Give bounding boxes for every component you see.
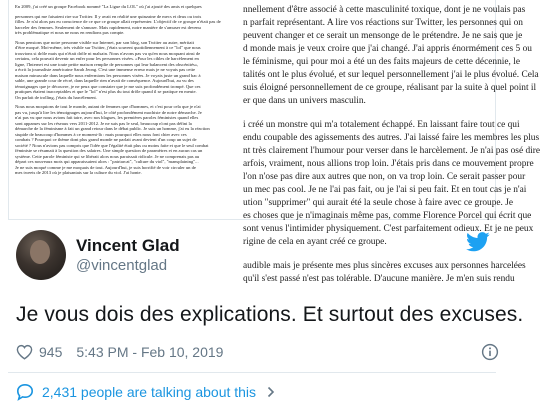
statement-left-line: certains, cela pouvait devenir un enfer pour les personnes visées. «Pour les cibles de harcèlement en [15, 56, 199, 61]
avatar[interactable] [16, 230, 66, 280]
tweet-timestamp[interactable]: 5:43 PM - Feb 10, 2019 [76, 344, 224, 360]
statement-right-line: n parfait représentant. A lire vos réactions sur Twitter, les personnes qui on [243, 18, 523, 29]
statement-left-line: Je ne suis moqué comme je me moquais de tout. Aujourd'hui, je suis horrifié de voir circuler un de [15, 164, 196, 170]
statement-right-line: i créé un monstre qui m'a totalement échappé. En laissant faire tout ce qui [243, 119, 520, 130]
statement-left-line: féministe se résumait à la question des salaires. Une simple question de paramètres et en aucun cas un [15, 148, 203, 153]
statement-right-line: le féminisme, qui pour moi a été un des faits majeurs de cette décennie, le [243, 57, 520, 68]
statement-left-line: personnes qui me faisaient rire sur Twitter. Il y avait en réalité une quinzaine de mecs et deux ou trois [15, 13, 202, 19]
statement-left-line: a écrit la journaliste américaine Sarah Jeong. C'est une immense erreur mais je ne voyais pas cette [15, 67, 196, 72]
statement-right-line: qu'il s'est passé n'est pas tolérable. D'aucune manière. Je m'en suis rendu [243, 273, 515, 284]
statement-right-line: ution "supprimer" qui aurait été la seule chose à faire avec ce groupe. Je [243, 198, 514, 209]
statement-right-line: talités ont le plus évolué, et sur lequel personnellement j'ai le plus évolué. Cela [243, 70, 539, 81]
statement-right-line: peuvent changer et ce serait un mensonge de le prétendre. Je ne sais que je [243, 31, 523, 42]
statement-right-line: d monde mais je veux croire que j'ai changé. J'ai appris énormément ces 5 ou [243, 44, 532, 55]
statement-left-column [15, 4, 237, 176]
info-icon[interactable] [481, 343, 499, 361]
statement-right-line: un mec pas cool. Je ne l'ai pas fait, ou je l'ai si peu fait. Et en tout cas je n'ai [243, 185, 527, 196]
statement-left-line: pas vu, jusqu'à lire les témoignages aujourd'hui, le côté profondément machiste de notre démarche. Je [15, 109, 202, 115]
author-display-name[interactable]: Vincent Glad [76, 235, 180, 255]
tweet-author[interactable] [16, 230, 180, 280]
twitter-bird-icon[interactable] [466, 232, 490, 252]
statement-left-line: d'être moqué. Moi-même, très visible sur Twitter, j'étais souvent quotidiennement à ce "lol" que nous [15, 45, 201, 50]
tweet-meta [16, 344, 223, 360]
statement-left-line: stupide de beaucoup d'hommes à ce moment-là : mais pourquoi elles nous font chier avec ces [15, 131, 187, 137]
statement-left-line: très problématique et nous ne nous en rendions pas compte. [15, 30, 125, 35]
statement-right-line: arfois, vraiment, nous allions trop loin. J'étais pris dans ce mouvement propre [243, 159, 534, 170]
chevron-right-icon [266, 386, 276, 398]
statement-right-line: audible mais je présente mes plus sincères excuses aux personnes harcelées [243, 260, 526, 271]
statement-left-line: maison minuscule dans laquelle nous enfermions les personnes visées. Je voyais juste un grand bac à [15, 72, 201, 78]
divider [8, 372, 496, 373]
conversation-link[interactable] [16, 383, 276, 401]
speech-bubble-icon [16, 383, 34, 401]
like-count[interactable]: 945 [39, 344, 63, 360]
statement-right-line: endu coupable des agissements des autres. J'ai laissé faire les membres les plus [243, 132, 540, 143]
statement-right-column [243, 4, 540, 286]
statement-left-line: départ ces nouveaux mots qui apparaissaient alors : "patriarcat", "culture du viol", "mansplaining"... [15, 159, 199, 164]
statement-right-line: nnellement d'être associé à cette masculinité toxique, dont je ne voulais pas [243, 5, 526, 15]
tweet-text: Je vous dois des explications. Et surtout des excuses. [16, 303, 524, 326]
statement-left-line: Nous pensions que notre personne visible sur Internet, par son blog, son Twitter au autre, méritait [15, 39, 194, 45]
statement-left-line: témoignages que je découvre, je ne peux que constater que je me suis profondément trompé. Que ces [15, 83, 201, 89]
statement-left-line: combats ? Pourquoi ce thème dont plus grand monde ne parlait avant devient d'un coup un sujet de [15, 137, 197, 142]
author-names [76, 235, 180, 276]
statement-left-line: trouvions si drôle mais qui n'était drôle ni malsain. Nous n'avons pas vu qu'en nous moquant ainsi de [15, 50, 201, 56]
statement-left-line: système. Cette parole féministe qui se libérait alors nous paraissait ridicule. Je ne comprenais pas au [15, 153, 200, 159]
heart-icon[interactable] [16, 344, 33, 360]
author-handle[interactable]: @vincentglad [76, 256, 168, 274]
conversation-count-text[interactable]: 2,431 people are talking about this [42, 384, 257, 400]
statement-right-line: es choses que je n'imaginais même pas, comme Florence Porcel qui écrit que [243, 211, 532, 222]
statement-left-line: sable, une grande cour de récré, dans laquelle rien n'avait de conséquence. Aujourd'hui, au vu des [15, 78, 194, 83]
statement-left-line: n'ai pas vu que nous avions fait taire, avec nos blagues, les premières paroles féministes quand elles [15, 115, 199, 120]
statement-left-line: société ? Nous n'avions pas compris que l'idée que l'égalité était plus ou moins faite et que le seul combat [15, 142, 209, 148]
statement-right-line: l'on n'ose pas dire aux autres que non, on va trop loin. Ce serait passer pour [243, 172, 526, 183]
statement-left-line: filles. Je n'ai alors pas eu conscience de ce que ce groupe allait représenter. L'objectif de ce groupe n'était pas de [15, 19, 221, 24]
statement-right-line: rigine de cela en ayant créé ce groupe. [243, 237, 387, 248]
statement-left-line: ligne, l'Internet est une toute petite maison remplie de personnes qui leur balancent des obscénités», [15, 61, 199, 67]
statement-left-line: En 2009, j'ai créé un groupe Facebook nommé "La Ligue du LOL" où j'ai ajouté des amis et quelques [15, 4, 202, 9]
statement-left-line: pratiques étaient inacceptables et que le "lol" n'est plus du tout drôle quand il se pratique en meute. [15, 89, 197, 94]
statement-right-line: nt très clairement l'humour pour verser dans le harcèlement. Je n'ai pas osé dire [243, 145, 540, 156]
statement-left-line: On parlait de trolling, j'étais du harcèlement. [15, 94, 97, 100]
statement-left-line: harceler des femmes. Seulement de s'amuser. Mais rapidement, notre manière de s'amuser est devenu [15, 24, 201, 30]
statement-left-line: démarche de la féminisme à fait un grand retour dans le débat public. Je suis un homme, j'ai eu la réaction [15, 126, 210, 131]
statement-right-line: sont venus l'intimider physiquement. C'est parfaitement odieux. Et je ne peux [243, 224, 534, 235]
statement-left-line: sont apparues sur les réseaux vers 2011-2012. Je ne suis pas le seul, beaucoup n'ont pas défini la [15, 120, 192, 126]
statement-right-line: suis éloigné personnellement de ce groupe, réalisant par la suite à quel point il [243, 83, 537, 94]
statement-left-line: mes tweets de 2013 où je plaisantais sur la culture du viol. J'ai honte. [15, 170, 142, 175]
statement-right-line: er que dans un univers masculin. [243, 96, 366, 107]
statement-left-line: Nous nous moquions de tout le monde, autant de femmes que d'hommes, et c'est pour cela que je n'ai [15, 104, 201, 109]
